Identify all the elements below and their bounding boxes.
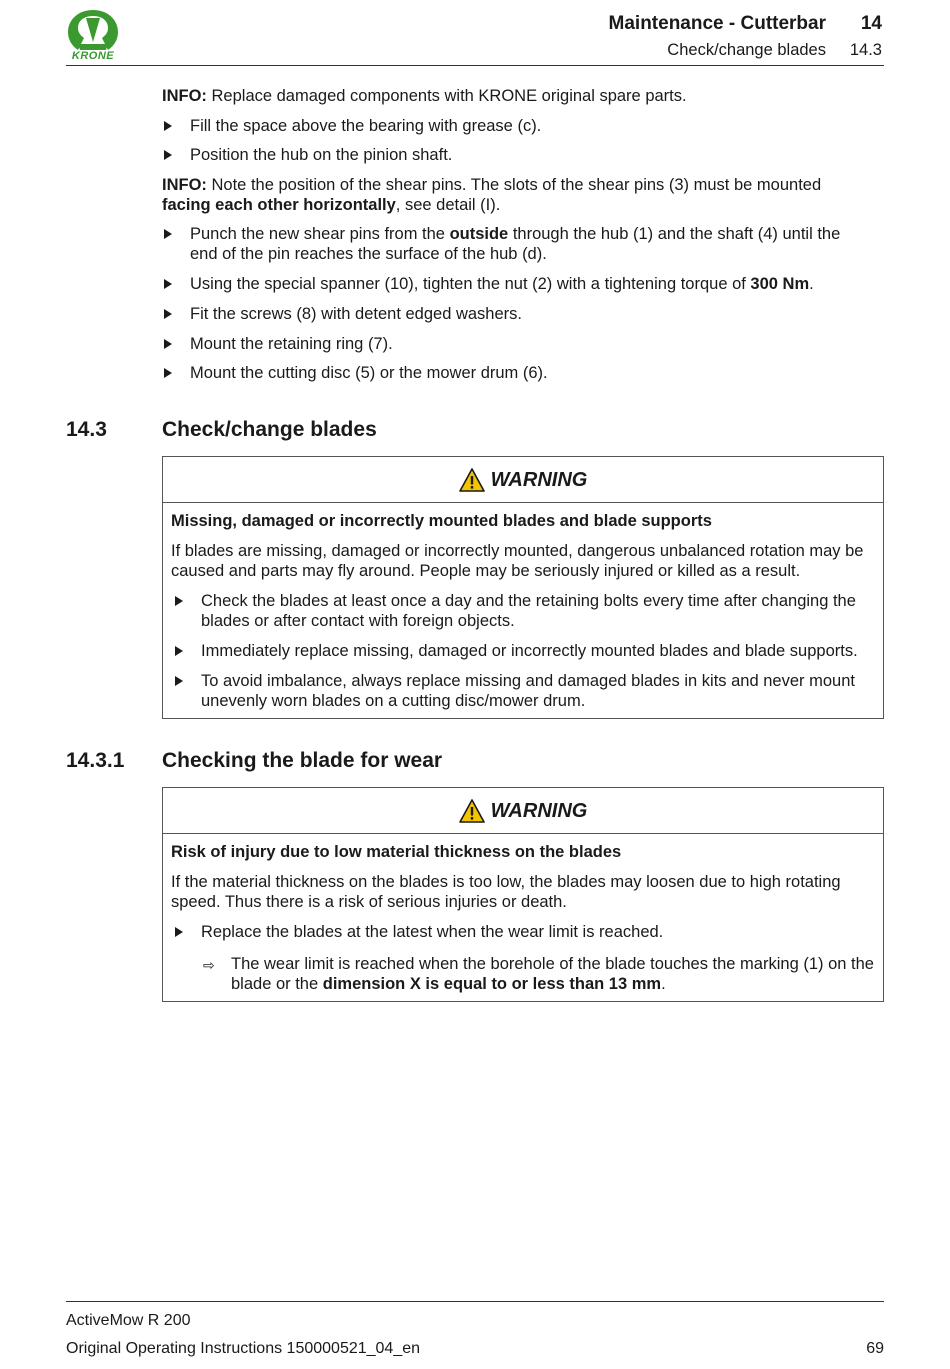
warning-bullet: Immediately replace missing, damaged or incorrectly mounted blades and blade supports. [171,641,875,661]
bullet-arrow-icon [164,121,172,131]
info-note: INFO: Note the position of the shear pins. The slots of the shear pins (3) must be mounted facing each other horizontally, see detail (I). [162,176,822,214]
step-item: Mount the cutting disc (5) or the mower drum (6). [162,363,862,383]
footer-document: Original Operating Instructions 150000521_04_en [66,1340,421,1357]
warning-triangle-icon [459,799,485,823]
subsection-number-heading: 14.3.1 [66,749,125,772]
warning-text: If blades are missing, damaged or incorrectly mounted, dangerous unbalanced rotation may be caused and parts may fly around. People may be seriously injured or killed as a result. [171,542,864,580]
step-item: Fit the screws (8) with detent edged washers. [162,304,862,324]
step-item: Fill the space above the bearing with grease (c). [162,116,862,136]
warning-box [162,787,884,1002]
result-item: ⇨ The wear limit is reached when the borehole of the blade touches the marking (1) on the blade or the dimension X is equal to or less than 13 mm. [203,955,874,993]
section-number: 14.3 [849,41,882,59]
footer-divider [66,1301,884,1302]
warning-title-bar [163,788,883,834]
warning-bullet: Check the blades at least once a day and the retaining bolts every time after changing the blades or after contact with foreign objects. [171,591,875,631]
header-divider [66,65,884,66]
warning-heading: Missing, damaged or incorrectly mounted blades and blade supports [171,512,712,530]
warning-text: If the material thickness on the blades is too low, the blades may loosen due to high rotating speed. Thus there is a risk of serious injuries or death. [171,873,841,911]
krone-wordmark: KRONE [71,50,115,62]
warning-bullet: To avoid imbalance, always replace missing and damaged blades in kits and never mount unevenly worn blades on a cutting disc/mower drum. [171,671,875,711]
section-heading: Check/change blades [162,418,377,441]
bullet-arrow-icon [175,596,183,606]
bullet-arrow-icon [175,927,183,937]
page-number: 69 [866,1340,884,1357]
result-arrow-icon: ⇨ [203,957,215,973]
warning-box [162,456,884,719]
info-note: INFO: Replace damaged components with KRONE original spare parts. [162,87,687,105]
warning-triangle-icon [459,468,485,492]
bullet-arrow-icon [175,676,183,686]
subsection-heading: Checking the blade for wear [162,749,443,772]
bullet-arrow-icon [164,339,172,349]
chapter-title: Maintenance - Cutterbar [608,13,826,34]
section-title: Check/change blades [667,41,826,59]
chapter-number: 14 [860,13,882,34]
bullet-arrow-icon [164,229,172,239]
bullet-arrow-icon [164,368,172,378]
footer-product: ActiveMow R 200 [66,1312,191,1329]
warning-label: WARNING [490,468,588,491]
bullet-arrow-icon [164,279,172,289]
section-number-heading: 14.3 [66,418,107,441]
step-item: Position the hub on the pinion shaft. [162,145,862,165]
step-item: Using the special spanner (10), tighten the nut (2) with a tightening torque of 300 Nm. [162,274,862,294]
warning-title-bar [163,457,883,503]
step-item: Mount the retaining ring (7). [162,334,862,354]
warning-bullet: Replace the blades at the latest when the wear limit is reached. [171,922,875,942]
bullet-arrow-icon [164,150,172,160]
warning-heading: Risk of injury due to low material thickness on the blades [171,843,622,861]
bullet-arrow-icon [175,646,183,656]
warning-label: WARNING [490,799,588,822]
step-item: Punch the new shear pins from the outside through the hub (1) and the shaft (4) until the end of the pin reaches the surface of the hub (d). [162,224,862,264]
bullet-arrow-icon [164,309,172,319]
